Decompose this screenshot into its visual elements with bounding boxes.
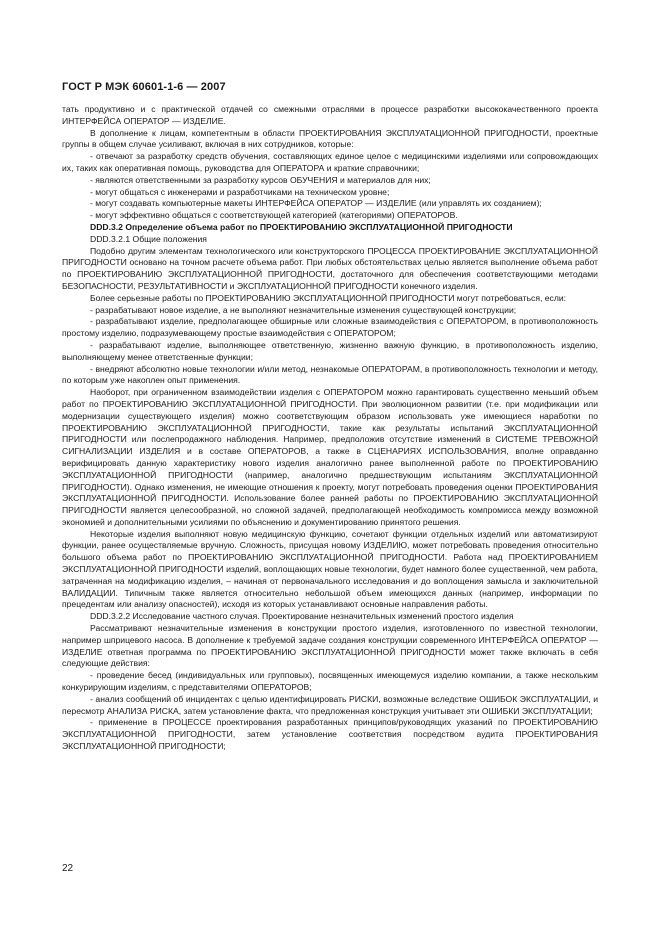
paragraph: DDD.3.2 Определение объема работ по ПРОЕКТИРОВАНИЮ ЭКСПЛУАТАЦИОННОЙ ПРИГОДНОСТИ	[90, 221, 513, 232]
paragraph: Подобно другим элементам технологического или конструкторского ПРОЦЕССА ПРОЕКТИРОВАНИЕ ЭКСПЛУАТАЦИОННОЙ ПРИГОДНОСТИ основано на точном расчете объема работ. При любых обстоятельствах целью является выполнение объема работ по ПРОЕКТИРОВАНИЮ ЭКСПЛУАТАЦИОННОЙ ПРИГОДНОСТИ, достаточного для обеспечения соответствующими методами БЕЗОПАСНОСТИ, РЕЗУЛЬТАТИВНОСТИ и ЭКСПЛУАТАЦИОННОЙ ПРИГОДНОСТИ конечного изделия.	[62, 245, 598, 291]
paragraph: DDD.3.2.1 Общие положения	[90, 233, 207, 244]
paragraph: - применение в ПРОЦЕССЕ проектирования разработанных принципов/руководящих указаний по ПРОЕКТИРОВАНИЮ ЭКСПЛУАТАЦИОННОЙ ПРИГОДНОСТИ, затем установление соответствия посредством аудита ПРОЕКТИРОВАНИЯ ЭКСПЛУАТАЦИОННОЙ ПРИГОДНОСТИ;	[62, 717, 598, 752]
document-header: ГОСТ Р МЭК 60601-1-6 — 2007	[62, 81, 226, 93]
paragraph: - внедряют абсолютно новые технологии и/или метод, незнакомые ОПЕРАТОРАМ, в противоположность технологии и методу, по которым уже накоплен опыт применения.	[62, 363, 598, 386]
paragraph: - анализ сообщений об инцидентах с целью идентифицировать РИСКИ, возможные вследствие ОШИБОК ЭКСПЛУАТАЦИИ, и пересмотр АНАЛИЗА РИСКА, затем установление факта, что предложенная конструкция учитывает эти ОШИБКИ ЭКСПЛУАТАЦИИ;	[62, 693, 598, 716]
paragraph: - отвечают за разработку средств обучения, составляющих единое целое с медицинскими изделиями или сопровождающих их, таких как оперативная помощь, руководства для ОПЕРАТОРА и краткие справочники;	[62, 151, 598, 173]
paragraph: DDD.3.2.2 Исследование частного случая. Проектирование незначительных изменений простого изделия	[90, 611, 514, 622]
paragraph: - являются ответственными за разработку курсов ОБУЧЕНИЯ и материалов для них;	[90, 174, 431, 185]
paragraph: - могут эффективно общаться с соответствующей категорией (категориями) ОПЕРАТОРОВ.	[90, 210, 458, 221]
paragraph: - разрабатывают изделие, предполагающее обширные или сложные взаимодействия с ОПЕРАТОРОМ, в противоположность простому изделию, подразумевающему простые взаимодействия с ОПЕРАТОРОМ;	[62, 316, 598, 339]
paragraph: - могут создавать компьютерные макеты ИНТЕРФЕЙСА ОПЕРАТОР — ИЗДЕЛИЕ (или управлять их созданием);	[90, 198, 542, 209]
paragraph: тать продуктивно и с практической отдачей со смежными отраслями в процессе разработки высококачественного проекта ИНТЕРФЕЙСА ОПЕРАТОР — ИЗДЕЛИЕ.	[62, 104, 598, 126]
paragraph: - разрабатывают новое изделие, а не выполняют незначительные изменения существующей конструкции;	[90, 304, 517, 315]
paragraph: Рассматривают незначительные изменения в конструкции простого изделия, изготовленного по известной технологии, например шприцевого насоса. В дополнение к требуемой задаче создания конструкции современного ИНТЕРФЕЙСА ОПЕРАТОР — ИЗДЕЛИЕ ответная программа по ПРОЕКТИРОВАНИЮ ЭКСПЛУАТАЦИОННОЙ ПРИГОДНОСТИ может также включать в себя следующие действия:	[62, 623, 598, 669]
document-body	[62, 104, 598, 753]
paragraph: Более серьезные работы по ПРОЕКТИРОВАНИЮ ЭКСПЛУАТАЦИОННОЙ ПРИГОДНОСТИ могут потребоваться, если:	[90, 292, 567, 303]
paragraph: - проведение бесед (индивидуальных или групповых), посвященных имеющемуся изделию компании, а также нескольким конкурирующим изделиям, с представителями ОПЕРАТОРОВ;	[62, 670, 598, 693]
page-number: 22	[62, 863, 74, 874]
paragraph: Наоборот, при ограниченном взаимодействии изделия с ОПЕРАТОРОМ можно гарантировать существенно меньший объем работ по ПРОЕКТИРОВАНИЮ ЭКСПЛУАТАЦИОННОЙ ПРИГОДНОСТИ. При эволюционном развитии (т.е. при модификации или модернизации существующего изделия) можно соответствующим образом использовать уже имеющиеся наработки по ПРОЕКТИРОВАНИЮ ЭКСПЛУАТАЦИОННОЙ ПРИГОДНОСТИ, такие как результаты испытаний ЭКСПЛУАТАЦИОННОЙ ПРИГОДНОСТИ или послепродажного наблюдения. Например, предположив отсутствие изменений в СИСТЕМЕ ТРЕВОЖНОЙ СИГНАЛИЗАЦИИ ИЗДЕЛИЯ и в составе ОПЕРАТОРОВ, а также в СЦЕНАРИЯХ ИСПОЛЬЗОВАНИЯ, вполне оправданно верифицировать данную характеристику нового изделия аналогично ранее выполненной работе по ПРОЕКТИРОВАНИЮ ЭКСПЛУАТАЦИОННОЙ ПРИГОДНОСТИ (например, аналогично предшествующим испытаниям ЭКСПЛУАТАЦИОННОЙ ПРИГОДНОСТИ). Однако изменения, не имеющие отношения к проекту, могут потребовать проведения оценки ПРОЕКТИРОВАНИЯ ЭКСПЛУАТАЦИОННОЙ ПРИГОДНОСТИ. Использование более ранней работы по ПРОЕКТИРОВАНИЮ ЭКСПЛУАТАЦИОННОЙ ПРИГОДНОСТИ является целесообразной, но сложной задачей, предполагающей необходимость компромисса между возможной экономией и дополнительными усилиями по объяснению и документированию принятого решения.	[62, 387, 598, 527]
paragraph: Некоторые изделия выполняют новую медицинскую функцию, сочетают функции отдельных изделий или автоматизируют функции, ранее осуществляемые вручную. Сложность, присущая новому ИЗДЕЛИЮ, может потребовать проведения относительно большого объема работ по ПРОЕКТИРОВАНИЮ ЭКСПЛУАТАЦИОННОЙ ПРИГОДНОСТИ. Работа над ПРОЕКТИРОВАНИЕМ ЭКСПЛУАТАЦИОННОЙ ПРИГОДНОСТИ изделий, воплощающих новые технологии, будет намного более существенной, чем работа, затраченная на модификацию изделия, – начиная от первоначального исследования и до воплощения замысла и заключительной ВАЛИДАЦИИ. Типичным также является относительно небольшой объем имеющихся данных (например, информации по прецедентам или анализу опасностей), исходя из которых устанавливают основные направления работы.	[62, 528, 598, 610]
paragraph: - разрабатывают изделие, выполняющее ответственную, жизненно важную функцию, в противоположность изделию, выполняющему менее ответственные функции;	[62, 339, 598, 362]
paragraph: В дополнение к лицам, компетентным в области ПРОЕКТИРОВАНИЯ ЭКСПЛУАТАЦИОННОЙ ПРИГОДНОСТИ, проектные группы в общем случае усиливают, включая в них сотрудников, которые:	[62, 127, 598, 150]
paragraph: - могут общаться с инженерами и разработчиками на техническом уровне;	[90, 186, 390, 197]
